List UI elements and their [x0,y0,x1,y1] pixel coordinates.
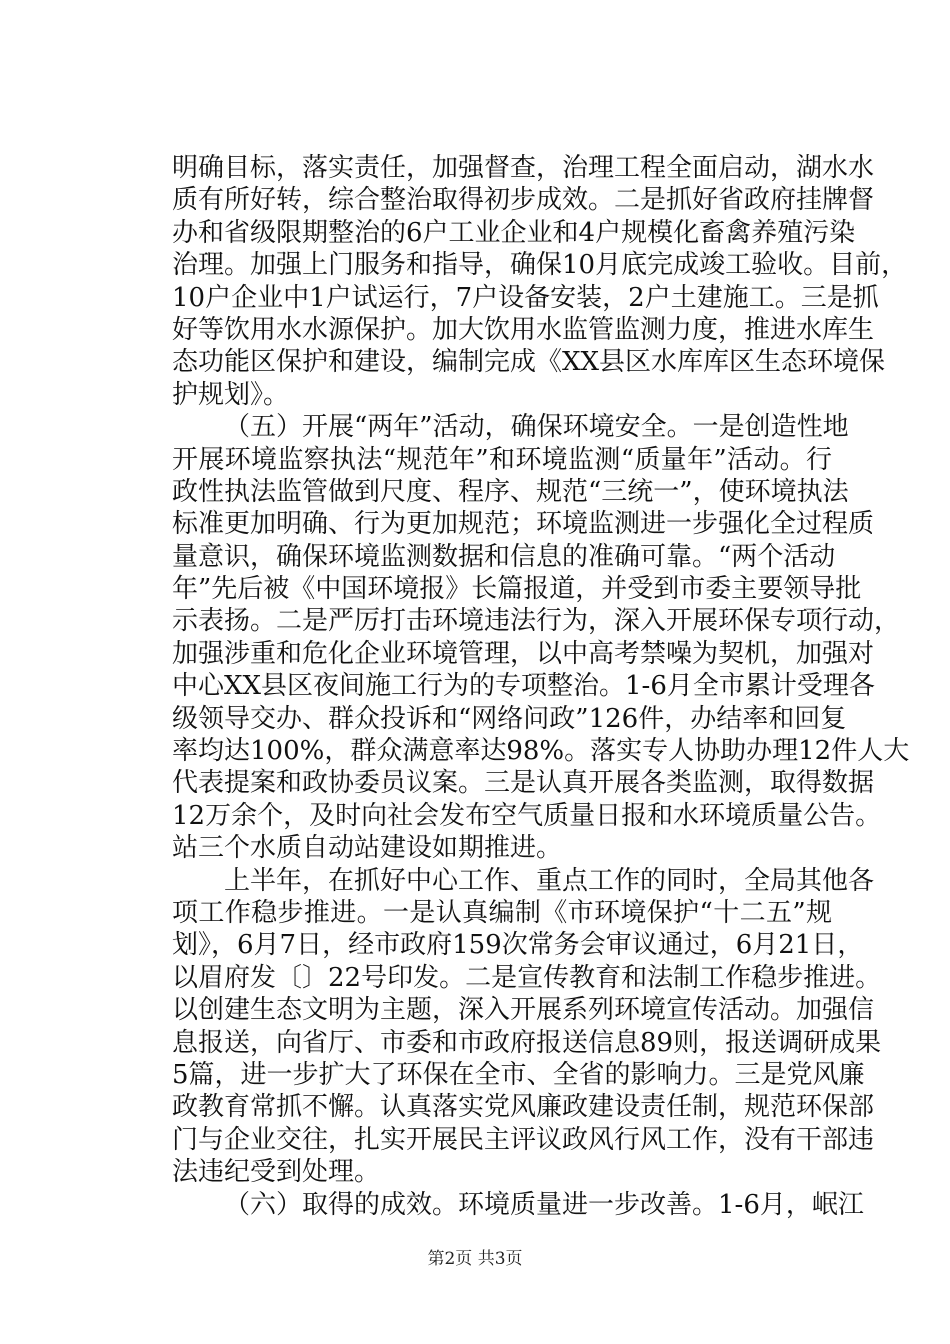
text-line: 开展环境监察执法“规范年”和环境监测“质量年”活动。行 [172,444,832,475]
text-line: 年”先后被《中国环境报》长篇报道，并受到市委主要领导批 [172,574,862,605]
text-line: 明确目标，落实责任，加强督查，治理工程全面启动，湖水水 [172,153,875,183]
text-line: 加强涉重和危化企业环境管理，以中高考禁噪为契机，加强对 [172,638,875,669]
text-line: 标准更加明确、行为更加规范；环境监测进一步强化全过程质 [172,509,875,540]
text-line: 护规划》。 [172,379,290,410]
document-body [172,152,910,1221]
text-line: 上半年，在抓好中心工作、重点工作的同时，全局其他各 [224,865,875,896]
text-line: （六）取得的成效。环境质量进一步改善。1-6月，岷江 [224,1189,864,1220]
text-line: 法违纪受到处理。 [172,1157,381,1188]
page-footer: 第2页 共3页 [427,1249,523,1269]
text-line: 示表扬。二是严厉打击环境违法行为，深入开展环保专项行动， [172,606,901,637]
text-line: 中心XX县区夜间施工行为的专项整治。1-6月全市累计受理各 [172,671,875,702]
text-line: 门与企业交往，扎实开展民主评议政风行风工作，没有干部违 [172,1124,875,1155]
text-line: 站三个水质自动站建设如期推进。 [172,833,563,864]
text-line: 级领导交办、群众投诉和“网络问政”126件，办结率和回复 [172,703,847,734]
text-line: 划》，6月7日，经市政府159次常务会审议通过，6月21日， [172,930,864,961]
text-line: 办和省级限期整治的6户工业企业和4户规模化畜禽养殖污染 [172,217,856,248]
text-line: 5篇，进一步扩大了环保在全市、全省的影响力。三是党风廉 [172,1059,865,1090]
text-line: 好等饮用水水源保护。加大饮用水监管监测力度，推进水库生 [172,314,875,345]
text-line: （五）开展“两年”活动，确保环境安全。一是创造性地 [224,412,849,443]
text-line: 态功能区保护和建设，编制完成《XX县区水库库区生态环境保 [172,347,886,378]
text-line: 代表提案和政协委员议案。三是认真开展各类监测，取得数据 [172,768,875,799]
text-line: 政教育常抓不懈。认真落实党风廉政建设责任制，规范环保部 [172,1092,875,1123]
text-line: 政性执法监管做到尺度、程序、规范“三统一”，使环境执法 [172,476,849,507]
text-line: 量意识，确保环境监测数据和信息的准确可靠。“两个活动 [172,541,836,572]
text-line: 质有所好转，综合整治取得初步成效。二是抓好省政府挂牌督 [172,185,875,216]
text-line: 息报送，向省厅、市委和市政府报送信息89则，报送调研成果 [172,1027,882,1058]
text-line: 项工作稳步推进。一是认真编制《市环境保护“十二五”规 [172,897,832,928]
text-line: 率均达100%，群众满意率达98%。落实专人协助办理12件人大 [172,736,910,767]
text-line: 12万余个，及时向社会发布空气质量日报和水环境质量公告。 [172,800,882,831]
text-line: 10户企业中1户试运行，7户设备安装，2户土建施工。三是抓 [172,282,879,313]
text-line: 治理。加强上门服务和指导，确保10月底完成竣工验收。目前， [172,250,908,281]
text-line: 以眉府发〔〕22号印发。二是宣传教育和法制工作稳步推进。 [172,962,882,993]
text-line: 以创建生态文明为主题，深入开展系列环境宣传活动。加强信 [172,995,875,1026]
